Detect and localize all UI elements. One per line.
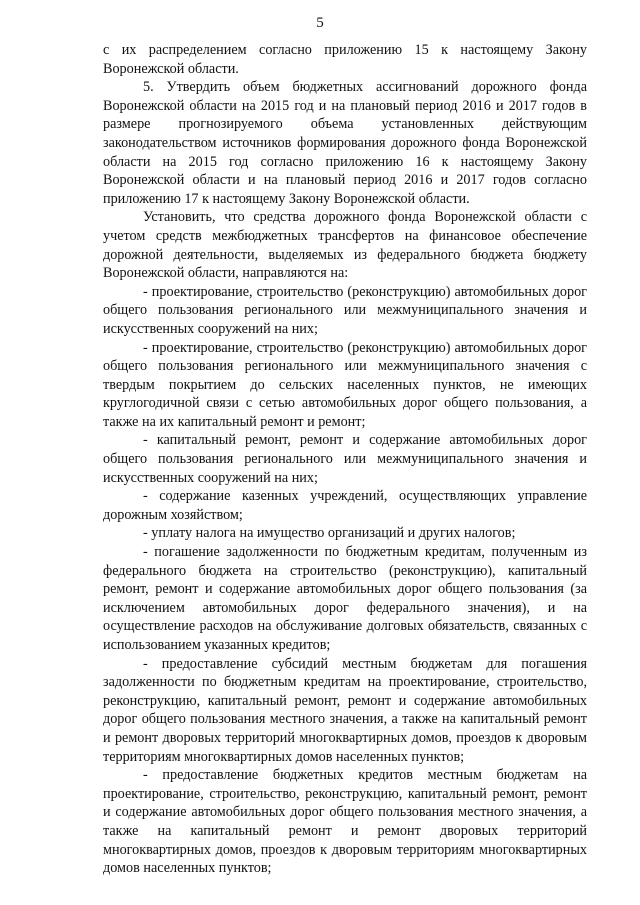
page-number: 5 — [316, 15, 324, 31]
document-body — [103, 41, 587, 878]
list-item-taxes: - уплату налога на имущество организаций и других налогов; — [143, 525, 516, 542]
paragraph-road-fund-purpose: Установить, что средства дорожного фонда Воронежской области с учетом средств межбюджетных трансфертов на финансовое обеспечение дорожной деятельности, выделяемых из федерального бюджета бюджету Воронежской области, направляются на: — [103, 209, 587, 282]
paragraph-item-5: 5. Утвердить объем бюджетных ассигнований дорожного фонда Воронежской области на 2015 год и на плановый период 2016 и 2017 годов в размере прогнозируемого объема установленных действующим законодательством источников формирования дорожного фонда Воронежской области на 2015 год согласно приложению 16 к настоящему Закону Воронежской области и на плановый период 2016 и 2017 годов согласно приложению 17 к настоящему Закону Воронежской области. — [103, 79, 587, 207]
list-item-debt-repayment: - погашение задолженности по бюджетным кредитам, полученным из федерального бюджета на строительство (реконструкцию), капитальный ремонт, ремонт и содержание автомобильных дорог общего пользования (за исключением автомобильных дорог федерального значения), и на осуществление расходов на обслуживание долговых обязательств, связанных с использованием указанных кредитов; — [103, 544, 587, 653]
list-item-repair-maintenance: - капитальный ремонт, ремонт и содержание автомобильных дорог общего пользования регионального или межмуниципального значения и искусственных сооружений на них; — [103, 432, 587, 486]
list-item-rural-roads: - проектирование, строительство (реконструкцию) автомобильных дорог общего пользования регионального или межмуниципального значения с твердым покрытием до сельских населенных пунктов, не имеющих круглогодичной связи с сетью автомобильных дорог общего пользования, а также на их капитальный ремонт и ремонт; — [103, 339, 587, 430]
list-item-budget-credits: - предоставление бюджетных кредитов местным бюджетам на проектирование, строительство, реконструкцию, капитальный ремонт, ремонт и содержание автомобильных дорог общего пользования местного значения, а также на капитальный ремонт и ремонт дворовых территорий многоквартирных домов, проездов к дворовым территориям многоквартирных домов населенных пунктов; — [103, 767, 587, 877]
list-item-subsidies: - предоставление субсидий местным бюджетам для погашения задолженности по бюджетным кредитам на проектирование, строительство, реконструкцию, капитальный ремонт, ремонт и содержание автомобильных дорог общего пользования местного значения, а также на капитальный ремонт и ремонт дворовых территорий многоквартирных домов, проездов к дворовым территориям многоквартирных домов населенных пунктов; — [103, 655, 587, 765]
list-item-design-construction: - проектирование, строительство (реконструкцию) автомобильных дорог общего пользования регионального или межмуниципального значения и искусственных сооружений на них; — [103, 283, 587, 337]
paragraph-continuation: с их распределением согласно приложению 15 к настоящему Закону Воронежской области. — [103, 42, 587, 77]
list-item-institutions: - содержание казенных учреждений, осуществляющих управление дорожным хозяйством; — [103, 488, 587, 523]
